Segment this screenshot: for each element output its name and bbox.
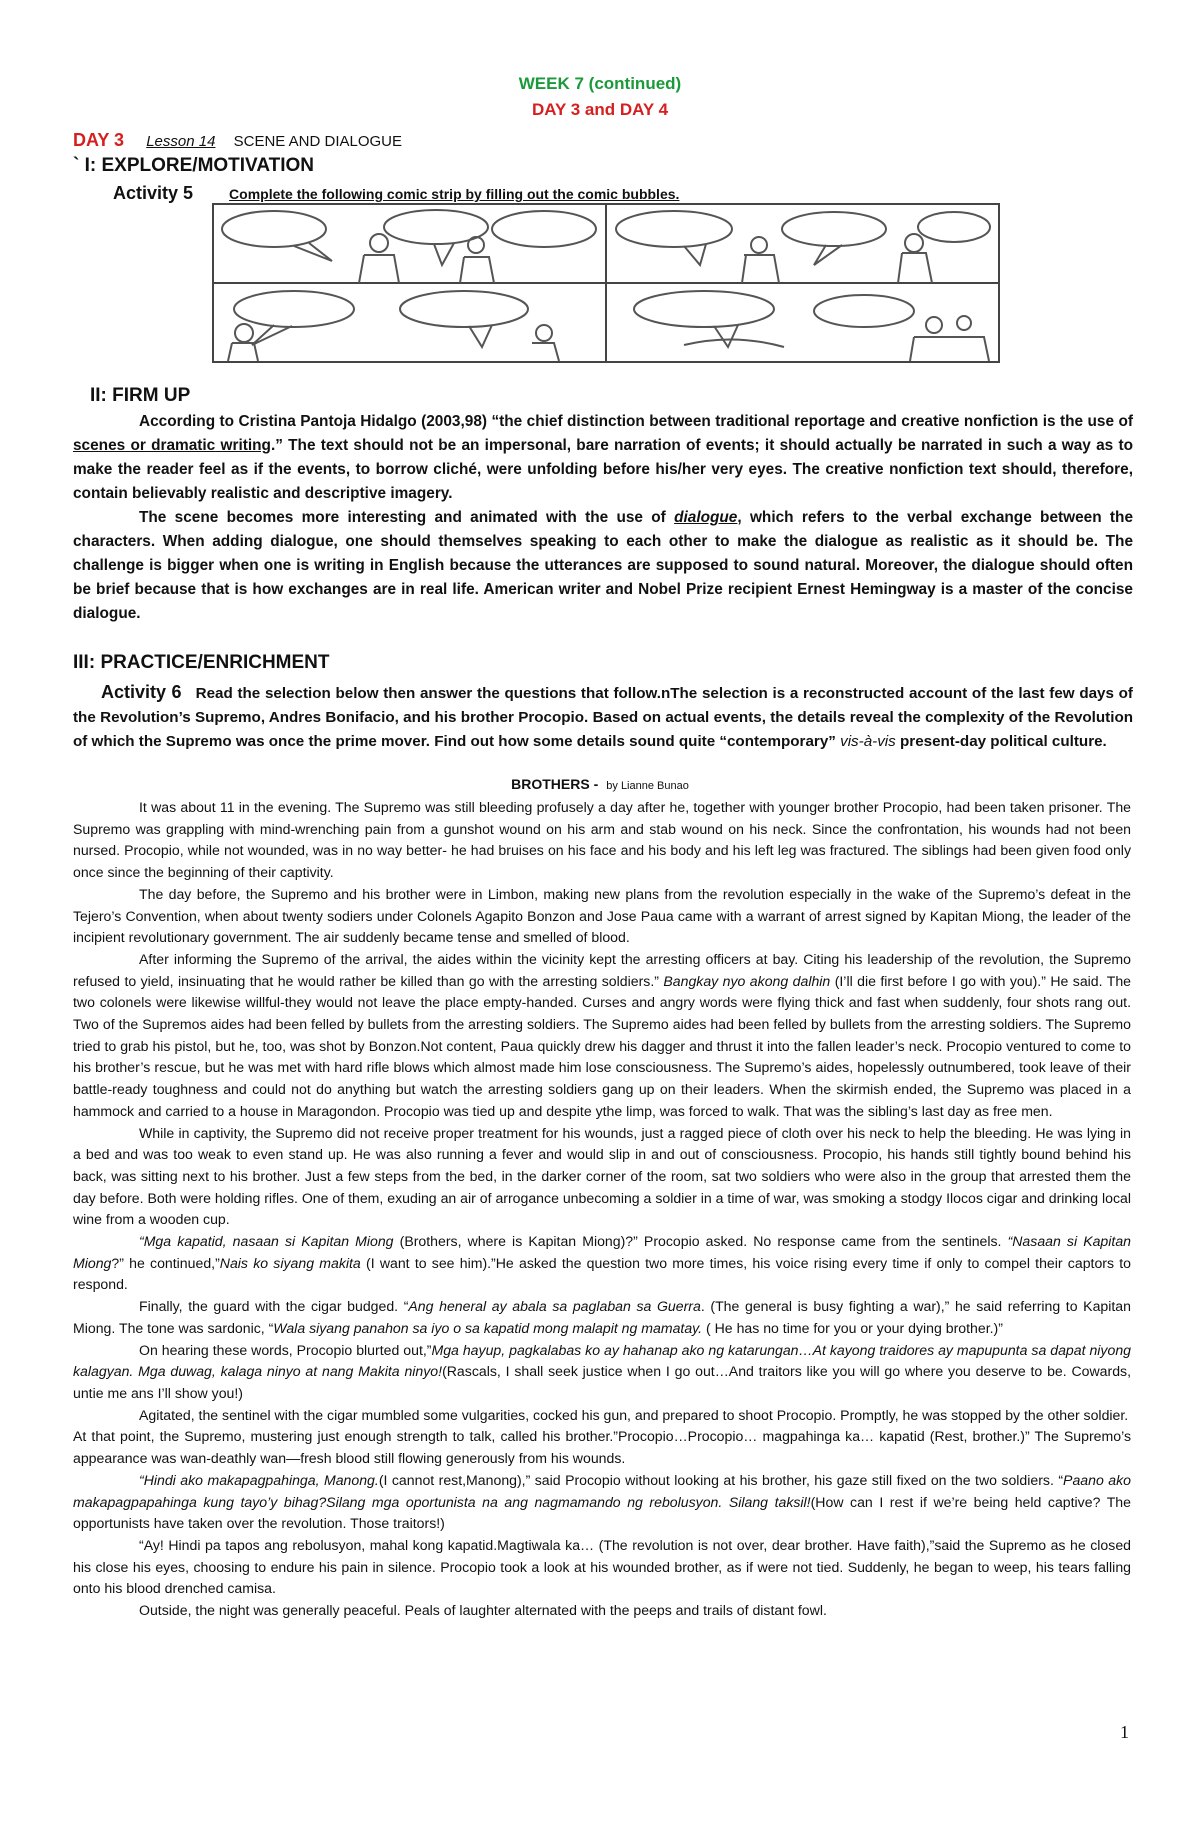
s3-tagalog: Bangkay nyo akong dalhin [663,972,831,989]
firm-up-heading: II: FIRM UP [90,385,191,406]
s10-text-c: (How can I rest if we’re being held captive? The opportunists have taken over the revolution. Those traitors!) [73,1493,1131,1532]
s7-text-b: (Rascals, I shall seek justice when I go out…And traitors like you will go where you deserve to be. Cowards, untie me ans I’ll show you!) [73,1363,1131,1401]
explore-heading: ` I: EXPLORE/MOTIVATION [73,155,315,176]
s10-tagalog-1: “Hindi ako makapagpahinga, Manong. [139,1471,379,1488]
s7-tagalog: Mga hayup, pagkalabas ko ay hahanap ako ng katarungan…At kayong traidores ay mapupunta sa dapat niyong kalagyan. Mga duwag, kalaga ninyo at nang Makita ninyo! [73,1341,1131,1380]
s6-tagalog-1: Ang heneral ay abala sa paglaban sa Guerra [408,1298,701,1315]
story-paragraph-2: The day before, the Supremo and his brother were in Limbon, making new plans from the revolution especially in the wake of the Supremo’s defeat in the Tejero’s Convention, when about twenty sodiers under Colonels Agapito Bonzon and Jose Paua came with a warrant of arrest signed by Kapitan Miong, the leader of the incipient revolutionary government. The air suddenly became tense and smelled of blood. [73,885,1131,946]
story-body [73,797,1131,1622]
page-number: 1 [1120,1722,1129,1742]
activity-6-vis-a-vis: vis-à-vis [840,733,896,750]
p1-term: scenes or dramatic writing [73,437,271,454]
days-heading: DAY 3 and DAY 4 [531,100,669,119]
firm-up-paragraph-2 [73,506,1133,626]
lesson-row [73,130,402,151]
story-title: BROTHERS - [511,776,599,792]
activity-5-row [113,183,679,204]
story-paragraph-3 [73,949,1131,1123]
day-label: DAY 3 [73,130,125,150]
comic-panel-3 [228,291,559,361]
comic-panel-4 [634,291,989,361]
p2-text-b: , which refers to the verbal exchange between the characters. When adding dialogue, one should themselves speaking to each other to make the dialogue as realistic as it should be. The challenge is bigger when one is writing in English because the utterances are supposed to sound natural. Moreover, the dialogue should often be brief because that is how exchanges are in real life. American writer and Nobel Prize recipient Ernest Hemingway is a master of the concise dialogue. [73,509,1133,622]
s5-tagalog-1: “Mga kapatid, nasaan si Kapitan Miong [139,1233,394,1250]
activity-6-paragraph [73,680,1133,754]
week-heading: WEEK 7 (continued) [518,74,682,93]
p1-text-b: .” The text should not be an impersonal, bare narration of events; it should actually be narrated in such a way as to make the reader feel as if the events, to borrow cliché, were unfolding before his/her very eyes. The creative nonfiction text should, therefore, contain believably realistic and descriptive imagery. [73,437,1133,502]
activity-6-text-b: present-day political culture. [895,733,1107,750]
activity-5-label: Activity 5 [113,183,194,203]
s10-text-b: (I cannot rest,Manong),” said Procopio without looking at his brother, his gaze still fixed on the two soldiers. “ [378,1471,1064,1488]
s3-text-a: After informing the Supremo of the arrival, the aides within the vicinity kept the arresting officers at bay. Citing his leadership of the revolution, the Supremo refused to yield, insinuating that he would rather be killed than go with the arresting soldiers.” [73,950,1131,989]
p1-text-a: According to Cristina Pantoja Hidalgo (2003,98) “the chief distinction between traditional reportage and creative nonfiction is the use of [139,413,1133,430]
activity-5-instruction: Complete the following comic strip by filling out the comic bubbles. [229,186,680,202]
activity-6-label: Activity 6 [101,682,182,702]
firm-up-paragraph-1 [73,410,1133,506]
s5-text-c: ?” he continued,” [111,1254,220,1271]
story-paragraph-6 [73,1296,1131,1339]
p2-text-a: The scene becomes more interesting and animated with the use of [139,509,675,526]
practice-heading: III: PRACTICE/ENRICHMENT [73,652,330,673]
s5-text-d: (I want to see him).”He asked the question two more times, his voice rising every time if only to compel their captors to respond. [73,1254,1132,1293]
story-paragraph-10 [73,1470,1131,1535]
p2-term: dialogue [674,509,738,526]
s5-text-b: (Brothers, where is Kapitan Miong)?” Procopio asked. No response came from the sentinels. [393,1233,1008,1250]
s6-text-c: ( He has no time for you or your dying brother.)” [702,1319,1003,1336]
comic-strip-drawing [214,205,998,361]
s6-text-a: Finally, the guard with the cigar budged. “ [139,1298,409,1315]
story-paragraph-1: It was about 11 in the evening. The Supremo was still bleeding profusely a day after he, together with younger brother Procopio, had been taken prisoner. The Supremo was grappling with mind-wrenching pain from a gunshot wound on his arm and stab wound on his neck. Since the confrontation, his wounds had not been nursed. Procopio, while not wounded, was in no way better- he had bruises on his face and his body and his left leg was fractured. The siblings had been given food only once since the beginning of their captivity. [73,799,1131,881]
story-title-row [0,776,1200,792]
activity-6-text-a: Read the selection below then answer the questions that follow.nThe selection is a reconstructed account of the last few days of the Revolution’s Supremo, Andres Bonifacio, and his brother Procopio. Based on actual events, the details reveal the complexity of the Revolution of which the Supremo was once the prime mover. Find out how some details sound quite “contemporary” [73,685,1133,750]
s10-tagalog-2: Paano ako makapagpapahinga kung tayo’y bihag?Silang mga oportunista na ang nagmamando ng rebolusyon. Silang taksil! [73,1471,1131,1510]
comic-panel-2 [616,211,990,283]
activity-6-intro [73,680,1133,754]
lesson-number: Lesson 14 [146,133,216,150]
story-paragraph-5 [73,1231,1131,1296]
story-byline: by Lianne Bunao [606,780,689,792]
story-paragraph-7 [73,1340,1131,1405]
comic-panel-1 [222,210,596,283]
story-paragraph-4: While in captivity, the Supremo did not receive proper treatment for his wounds, just a ragged piece of cloth over his neck to help the bleeding. He was lying in a bed and was too weak to even stand up. He was also running a fever and would slip in and out of consciousness. Procopio, his hands still tightly bound behind his back, was sitting next to his brother. Just a few steps from the bed, in the darker corner of the room, sat two soldiers who were also in the group that arrested them the day before. Both were holding rifles. One of them, exuding an air of arrogance unbecoming a soldier in a time of war, was smoking a stodgy Ilocos cigar and drinking local wine from a wooden cup. [73,1124,1131,1228]
s6-text-b: . (The general is busy fighting a war),” he said referring to Kapitan Miong. The tone was sardonic, “ [73,1298,1131,1336]
s3-text-b: (I’ll die first before I go with you).” He said. The two colonels were likewise willful-they would not leave the place empty-handed. Curses and angry words were flying thick and fast when suddenly, four shots rang out. Two of the Supremos aides had been felled by bullets from the arresting soldiers. The Supremo aides had been felled by bullets from the arresting soldiers. The Supremo tried to grab his pistol, but he, too, was shot by Bonzon.Not content, Paua quickly drew his dagger and thrust it into the fallen leader’s neck. Procopio ventured to come to his brother’s rescue, but he was met with hard rifle blows which almost made him lose consciousness. The Supremo’s aides, hopelessly outnumbered, took leave of their battle-ready toughness and could not do anything but watch the arresting soldiers gang up on their leaders. When the skirmish ended, the Supremo was placed in a hammock and carried to a house in Maragondon. Procopio was tied up and despite ythe limp, was forced to walk. That was the sibling’s last day as free men. [73,972,1132,1119]
s6-tagalog-2: Wala siyang panahon sa iyo o sa kapatid mong malapit ng mamatay. [273,1319,703,1336]
lesson-title: SCENE AND DIALOGUE [233,133,403,150]
story-paragraph-8: Agitated, the sentinel with the cigar mumbled some vulgarities, cocked his gun, and prepared to shoot Procopio. Promptly, he was stopped by the other soldier. [139,1406,1129,1423]
s7-text-a: On hearing these words, Procopio blurted out,” [139,1341,432,1358]
story-paragraph-12: Outside, the night was generally peaceful. Peals of laughter alternated with the peeps and trails of distant fowl. [139,1602,827,1619]
story-paragraph-9: At that point, the Supremo, mustering just enough strength to talk, called his brother.”Procopio…Procopio… magpahinga ka… kapatid (Rest, brother.)” The Supremo’s appearance was wan-deathly wan—fresh blood still flowing generously from his wounds. [73,1428,1131,1467]
s5-tagalog-3: Nais ko siyang makita [219,1254,361,1271]
story-paragraph-11: “Ay! Hindi pa tapos ang rebolusyon, mahal kong kapatid.Magtiwala ka… (The revolution is not over, dear brother. Have faith),”said the Supremo as he closed his close his eyes, choosing to endure his pain in silence. Procopio took a look at his wounded brother, as if were not tied. Suddenly, he began to weep, his tears falling onto his blood drenched camisa. [73,1536,1131,1597]
firm-up-body [73,410,1133,626]
comic-strip [212,203,1000,363]
s5-tagalog-2: “Nasaan si Kapitan Miong [73,1233,1131,1271]
